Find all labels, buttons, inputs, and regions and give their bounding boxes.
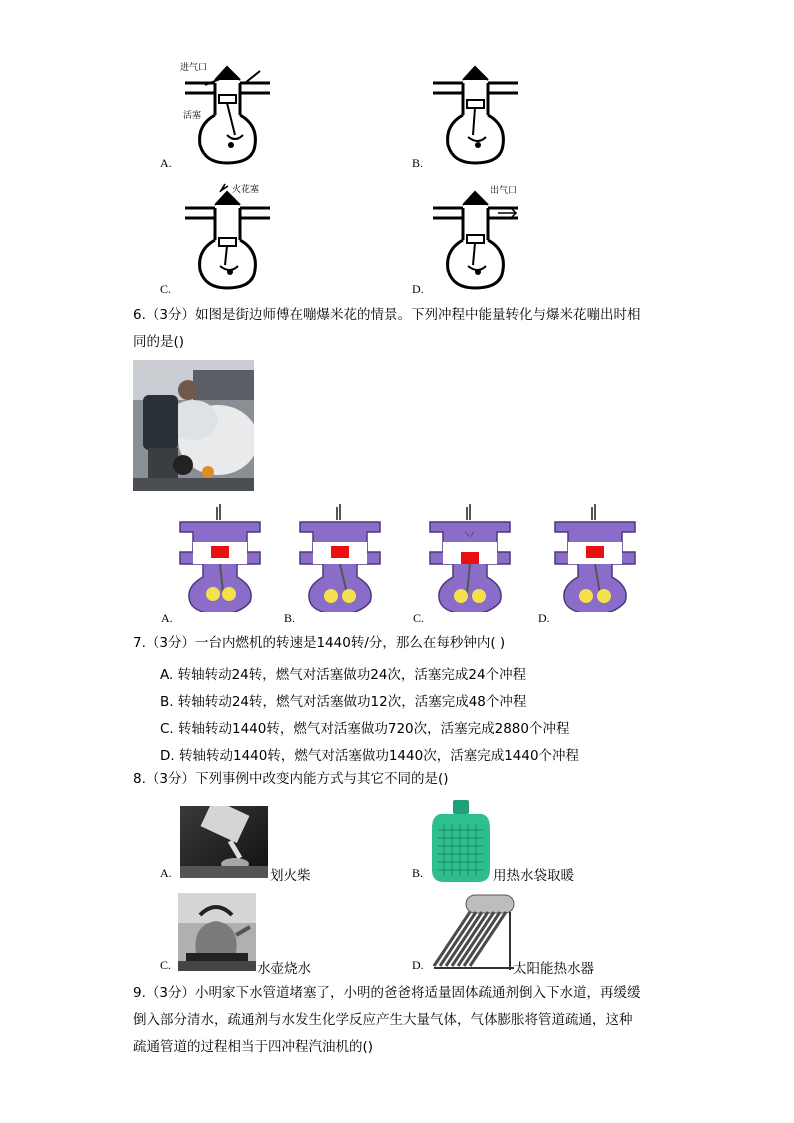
question-9-line-3: 疏通管道的过程相当于四冲程汽油机的() [133,1039,374,1055]
option-letter-6d: D. [538,611,550,625]
engine-diagram-d [428,180,538,295]
question-9-line-1: 9.（3分）小明家下水管道堵塞了，小明的爸爸将适量固体疏通剂倒入下水道，再缓缓 [133,985,641,1001]
engine-diagram-b [428,55,538,170]
question-7-option-d: D. 转轴转动1440转，燃气对活塞做功1440次，活塞完成1440个冲程 [160,748,580,764]
figure-label-exhaust: 出气口 [490,186,518,196]
option-letter-8c: C. [160,958,172,972]
caption-8b: 用热水袋取暖 [493,868,574,884]
hot-water-bottle-photo [430,800,492,882]
match-striking-photo [180,806,268,878]
caption-8d: 太阳能热水器 [513,961,594,977]
option-letter-6b: B. [284,611,296,625]
engine-diagram-6c [425,502,515,612]
option-letter-8b: B. [412,866,424,880]
solar-water-heater-photo [426,890,516,972]
question-9-line-2: 倒入部分清水，疏通剂与水发生化学反应产生大量气体，气体膨胀将管道疏通，这种 [133,1012,633,1028]
figure-label-spark-plug: 火花塞 [232,185,260,195]
question-8-stem: 8.（3分）下列事例中改变内能方式与其它不同的是() [133,771,449,787]
kettle-photo [178,893,256,971]
option-letter-8a: A. [160,866,172,880]
option-letter-b: B. [412,156,424,170]
engine-diagram-6b [295,502,385,612]
question-7-option-b: B. 转轴转动24转，燃气对活塞做功12次，活塞完成48个冲程 [160,694,527,710]
question-7-stem: 7.（3分）一台内燃机的转速是1440转/分，那么在每秒钟内( ) [133,635,506,651]
option-letter-c: C. [160,282,172,296]
question-7-option-c: C. 转轴转动1440转，燃气对活塞做功720次，活塞完成2880个冲程 [160,721,570,737]
option-letter-d: D. [412,282,424,296]
option-letter-6a: A. [161,611,173,625]
question-6-line-1: 6.（3分）如图是街边师傅在嘣爆米花的情景。下列冲程中能量转化与爆米花嘣出时相 [133,307,641,323]
engine-diagram-6d [550,502,640,612]
question-6-line-2: 同的是() [133,334,185,350]
engine-diagram-c [175,180,285,295]
engine-diagram-6a [175,502,265,612]
question-7-option-a: A. 转轴转动24转，燃气对活塞做功24次，活塞完成24个冲程 [160,667,527,683]
option-letter-a: A. [160,156,172,170]
popcorn-photo [133,360,254,491]
figure-label-piston: 活塞 [183,111,202,121]
figure-label-intake: 进气口 [180,63,208,73]
caption-8c: 水壶烧水 [257,961,311,977]
caption-8a: 划火柴 [270,868,311,884]
option-letter-8d: D. [412,958,424,972]
option-letter-6c: C. [413,611,425,625]
